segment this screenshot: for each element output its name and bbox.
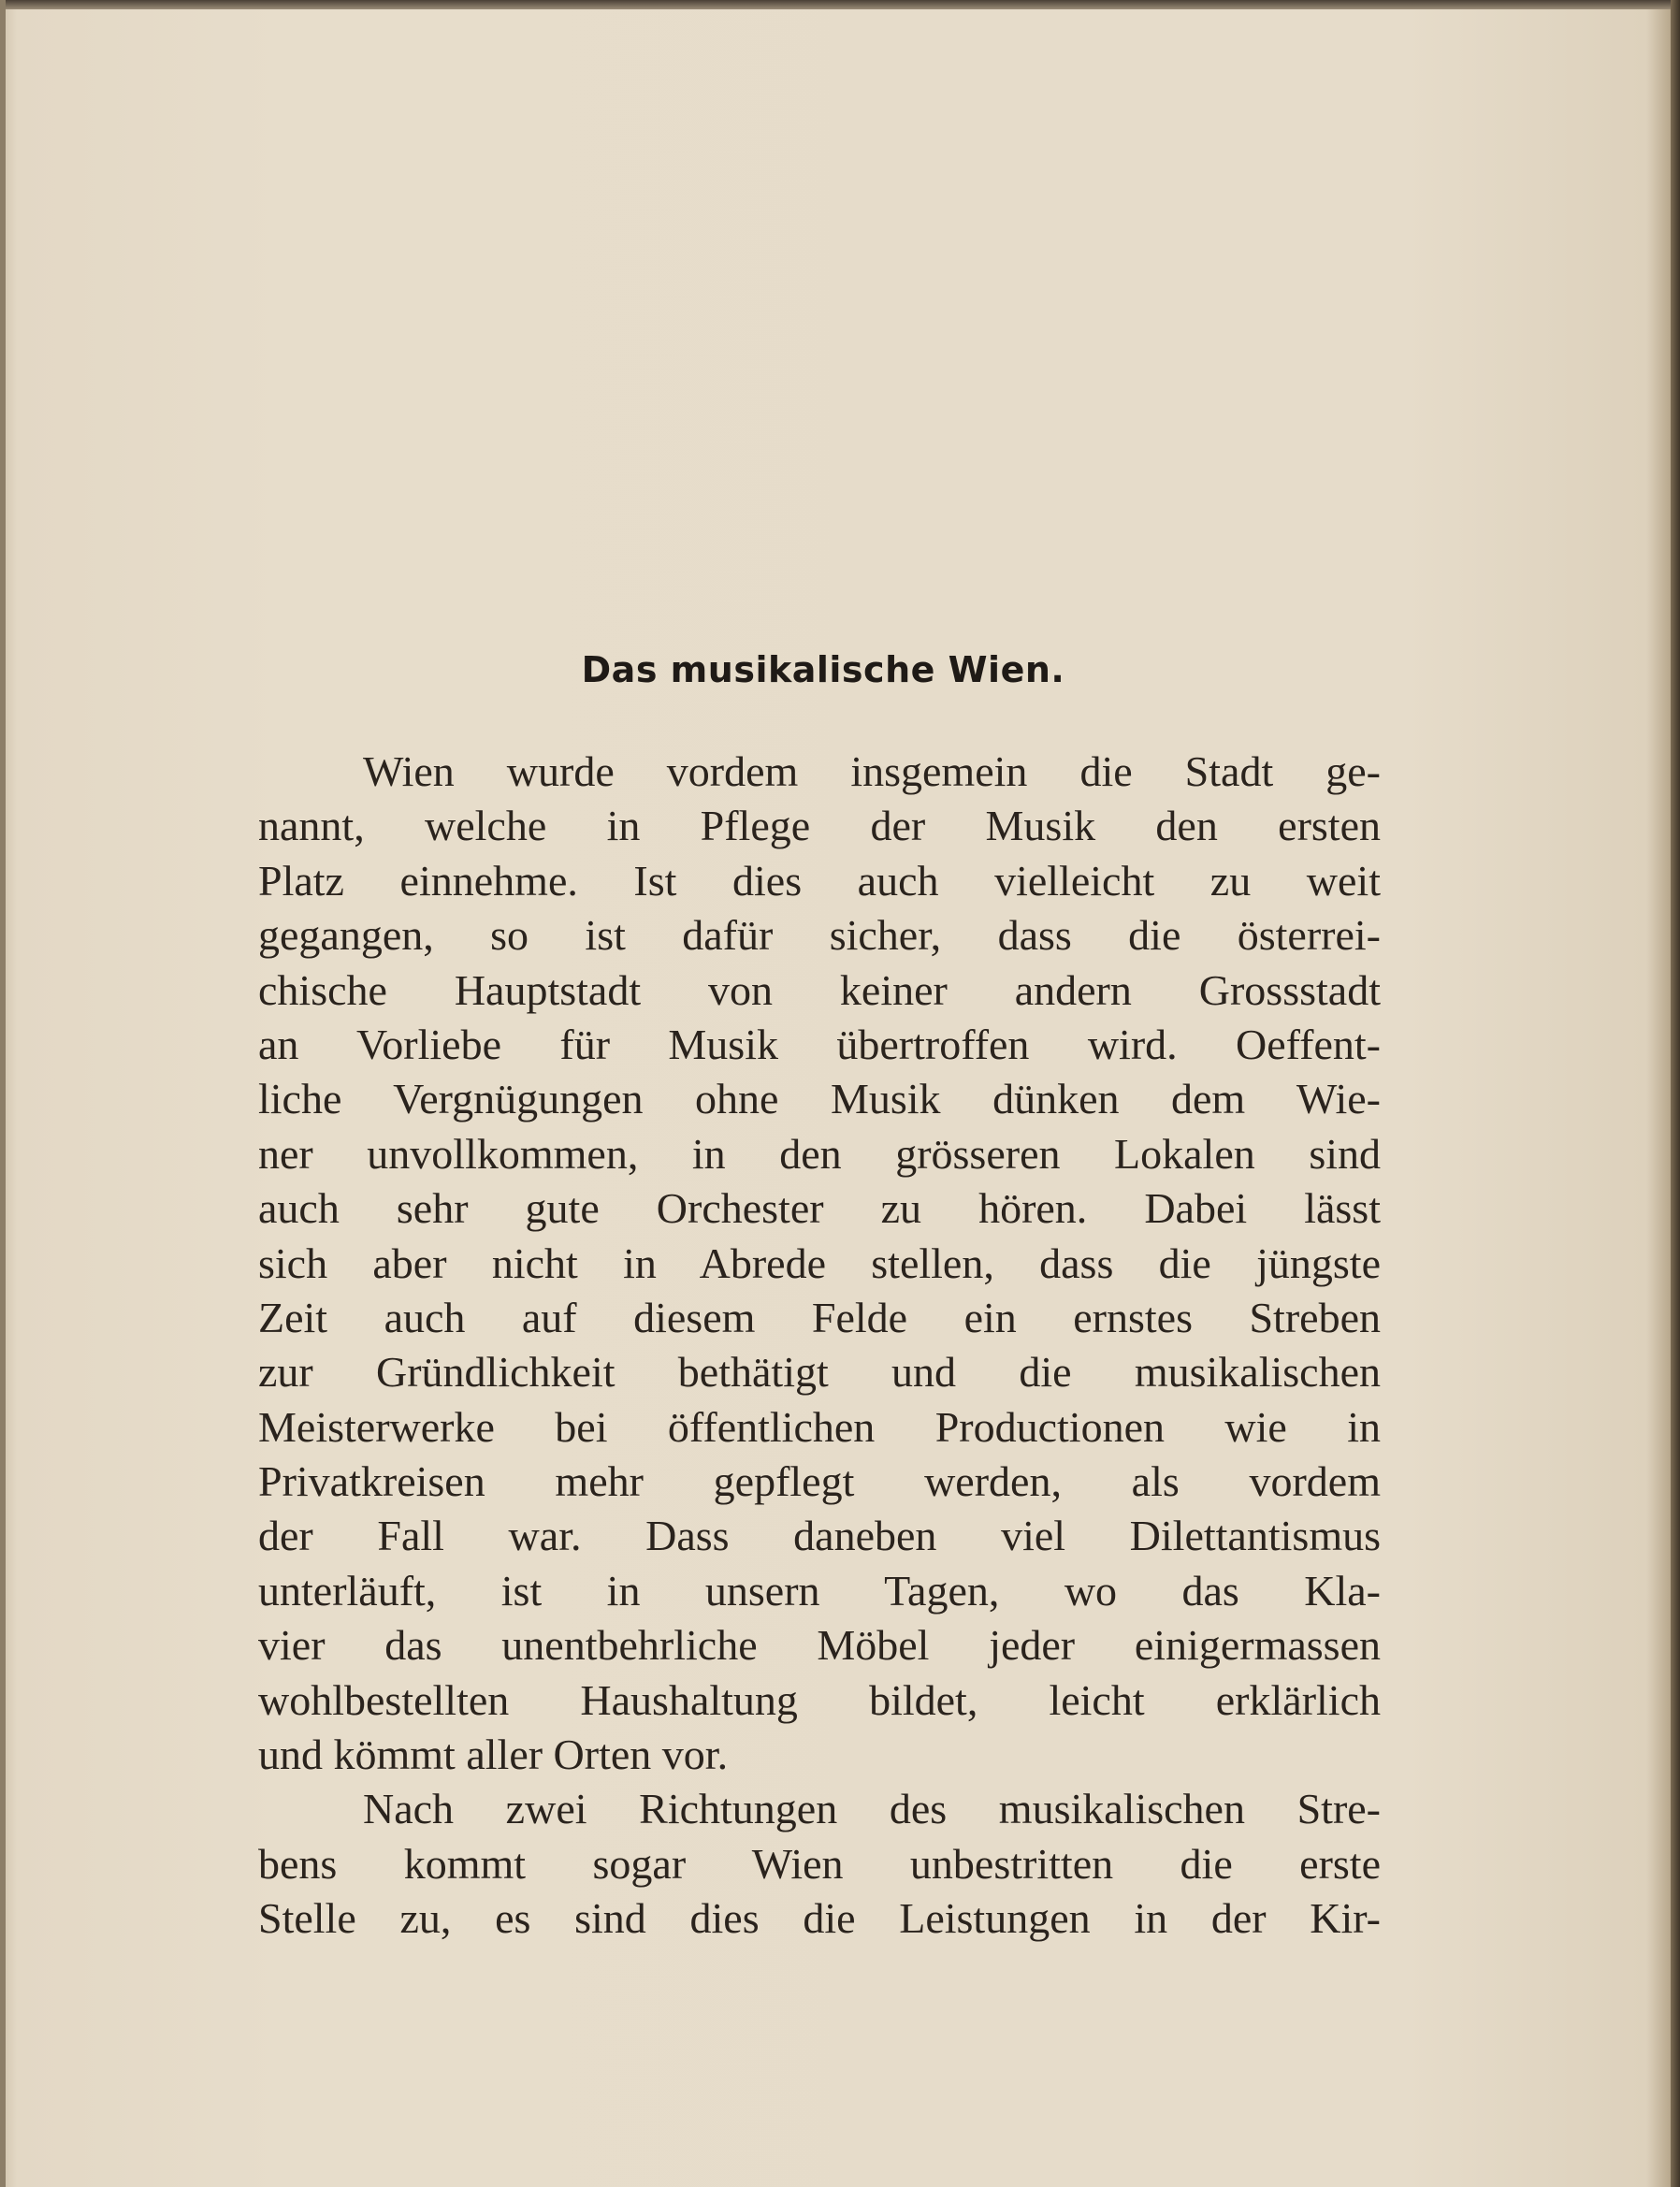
page-left-edge: [0, 0, 6, 2187]
text-line: und kömmt aller Orten vor.: [258, 1731, 729, 1779]
text-line: Stelle zu, es sind dies die Leistungen in der Kir-: [258, 1894, 1381, 1943]
text-line: Platz einnehme. Ist dies auch vielleicht zu weit: [258, 856, 1381, 905]
text-line: sich aber nicht in Abrede stellen, dass die jüngste: [258, 1238, 1381, 1287]
text-line: auch sehr gute Orchester zu hören. Dabei lässt: [258, 1184, 1381, 1233]
text-line: Wien wurde vordem insgemein die Stadt ge-: [363, 747, 1381, 795]
text-line: Zeit auch auf diesem Felde ein ernstes Streben: [258, 1293, 1381, 1341]
text-line: gegangen, so ist dafür sicher, dass die österrei-: [258, 911, 1381, 960]
text-line: wohlbestellten Haushaltung bildet, leicht erklärlich: [258, 1675, 1381, 1724]
text-line: Nach zwei Richtungen des musikalischen Stre-: [363, 1785, 1381, 1833]
text-line: Meisterwerke bei öffentlichen Productionen wie in: [258, 1402, 1381, 1451]
text-line: ner unvollkommen, in den grösseren Lokalen sind: [258, 1129, 1381, 1178]
text-line: bens kommt sogar Wien unbestritten die erste: [258, 1839, 1381, 1888]
section-heading: Das musikalische Wien.: [581, 649, 1065, 690]
text-line: der Fall war. Dass daneben viel Dilettantismus: [258, 1512, 1381, 1560]
text-line: zur Gründlichkeit bethätigt und die musikalischen: [258, 1348, 1381, 1397]
body-text: [258, 745, 1381, 1947]
page-top-edge: [0, 0, 1680, 9]
text-line: Privatkreisen mehr gepflegt werden, als vordem: [258, 1457, 1381, 1506]
text-line: liche Vergnügungen ohne Musik dünken dem Wie-: [258, 1075, 1381, 1123]
text-line: chische Hauptstadt von keiner andern Grossstadt: [258, 965, 1381, 1014]
text-line: an Vorliebe für Musik übertroffen wird. Oeffent-: [258, 1020, 1381, 1068]
text-line: unterläuft, ist in unsern Tagen, wo das Kla-: [258, 1566, 1381, 1615]
book-binding-edge: [1671, 0, 1680, 2187]
text-line: nannt, welche in Pflege der Musik den ersten: [258, 802, 1381, 850]
text-line: vier das unentbehrliche Möbel jeder einigermassen: [258, 1621, 1381, 1670]
